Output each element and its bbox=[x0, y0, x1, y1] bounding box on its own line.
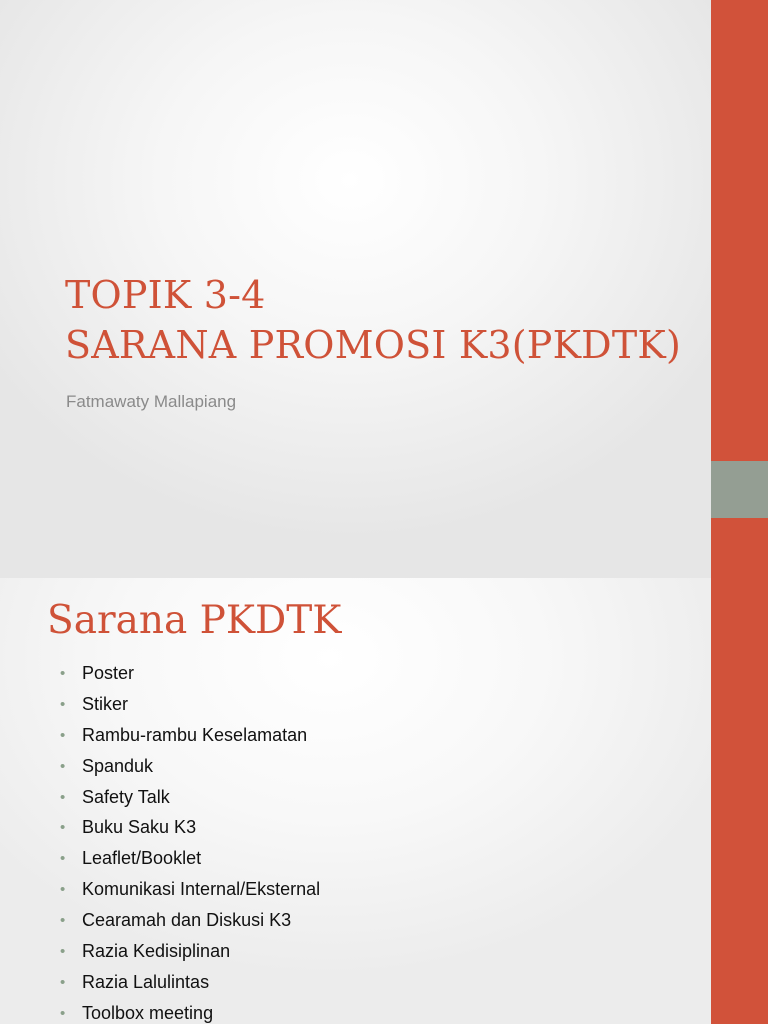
list-item bbox=[60, 812, 320, 843]
list-item-text: Leaflet/Booklet bbox=[82, 848, 202, 869]
content-slide-title: Sarana PKDTK bbox=[47, 598, 342, 643]
list-item bbox=[60, 782, 320, 813]
list-item bbox=[60, 905, 320, 936]
slide-subtitle: Fatmawaty Mallapiang bbox=[66, 392, 237, 411]
list-item-text: Stiker bbox=[82, 693, 129, 714]
bullet-icon: • bbox=[60, 942, 66, 960]
accent-bar bbox=[711, 578, 768, 1024]
list-item bbox=[60, 936, 320, 967]
list-item bbox=[60, 843, 320, 874]
list-item-text: Rambu-rambu Keselamatan bbox=[82, 724, 308, 745]
list-item-text: Razia Lalulintas bbox=[82, 971, 210, 992]
list-item-text: Buku Saku K3 bbox=[82, 817, 197, 838]
list-item-text: Spanduk bbox=[82, 755, 154, 776]
list-item-text: Toolbox meeting bbox=[82, 1002, 214, 1023]
list-item bbox=[60, 658, 320, 689]
list-item-text: Razia Kedisiplinan bbox=[82, 940, 231, 961]
title-line-2: SARANA PROMOSI K3(PKDTK) bbox=[65, 323, 681, 367]
list-item-text: Komunikasi Internal/Eksternal bbox=[82, 879, 321, 900]
list-item-text: Cearamah dan Diskusi K3 bbox=[82, 910, 292, 931]
bullet-icon: • bbox=[60, 664, 66, 682]
bullet-icon: • bbox=[60, 1004, 66, 1022]
list-item bbox=[60, 998, 320, 1024]
bullet-icon: • bbox=[60, 973, 66, 991]
bullet-icon: • bbox=[60, 757, 66, 775]
bullet-icon: • bbox=[60, 819, 66, 837]
list-item bbox=[60, 720, 320, 751]
list-item bbox=[60, 874, 320, 905]
bullet-icon: • bbox=[60, 726, 66, 744]
title-line-1: TOPIK 3-4 bbox=[65, 273, 266, 317]
bullet-icon: • bbox=[60, 881, 66, 899]
bullet-icon: • bbox=[60, 695, 66, 713]
list-item bbox=[60, 967, 320, 998]
bullet-icon: • bbox=[60, 850, 66, 868]
list-item bbox=[60, 689, 320, 720]
bullet-icon: • bbox=[60, 788, 66, 806]
bullet-icon: • bbox=[60, 912, 66, 930]
content-slide bbox=[0, 578, 768, 1024]
accent-gray-square bbox=[711, 461, 768, 518]
slide-title-block bbox=[65, 270, 705, 370]
list-item-text: Poster bbox=[82, 662, 135, 683]
list-item-text: Safety Talk bbox=[82, 786, 170, 807]
list-item bbox=[60, 751, 320, 782]
bullet-list bbox=[60, 658, 320, 1024]
